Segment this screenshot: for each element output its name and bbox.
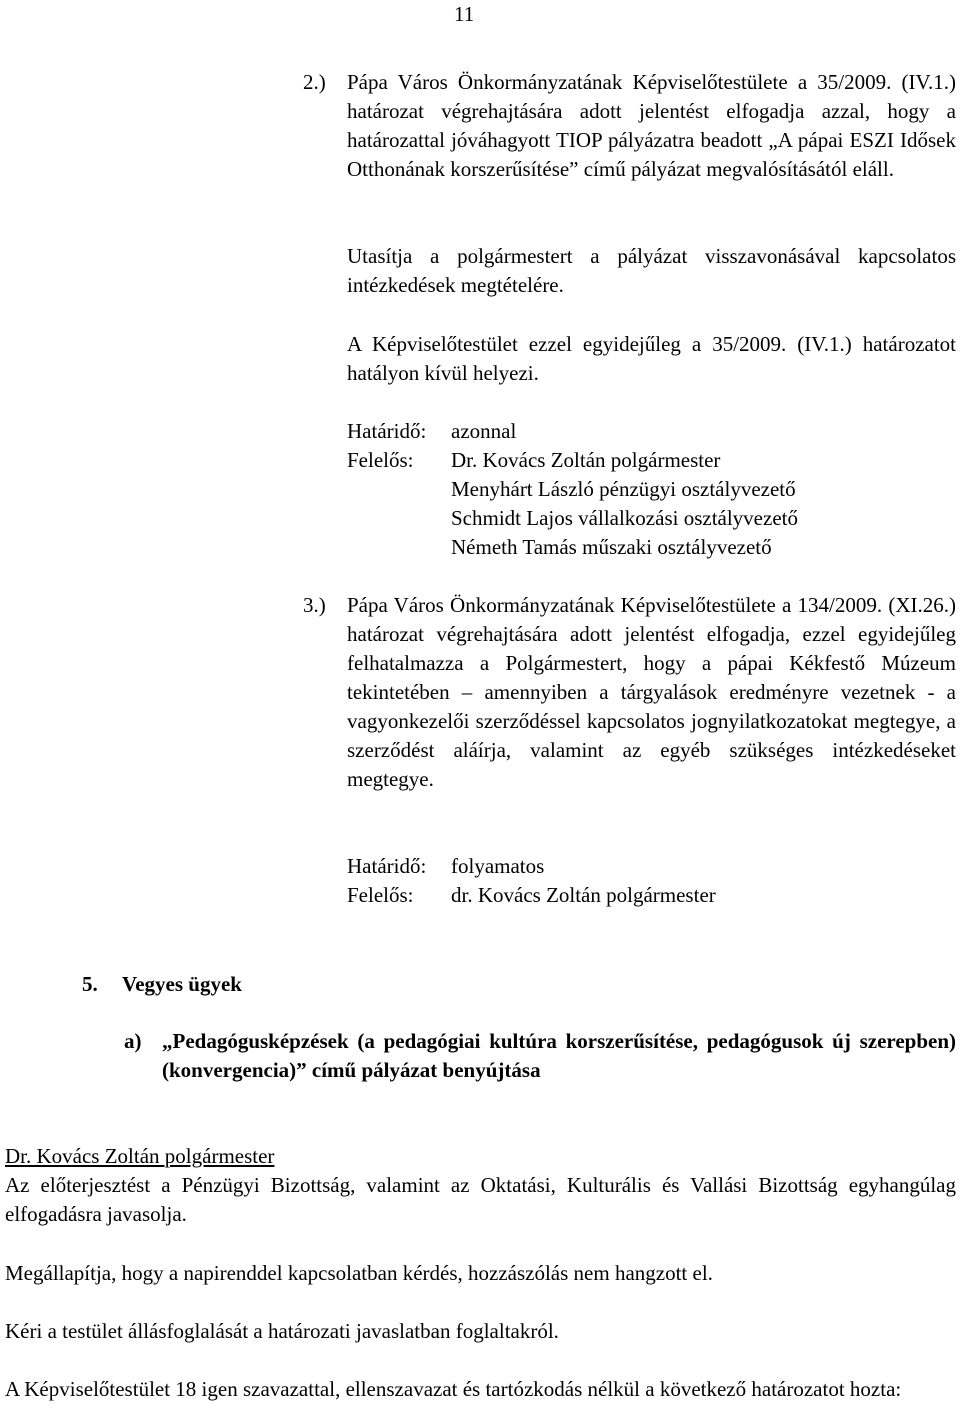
item-text: Pápa Város Önkormányzatának Képviselőtestülete a 35/2009. (IV.1.) határozat végrehajtására adott jelentést elfogadja azzal, hogy a határozattal jóváhagyott TIOP pályázatra beadott „A pápai ESZI Idősek Otthonának korszerűsítése” című pályázat megvalósításától eláll. — [347, 70, 956, 181]
deadline-label: Határidő: — [347, 854, 427, 878]
responsible-person: Németh Tamás műszaki osztályvezető — [451, 535, 772, 559]
responsible-person: Schmidt Lajos vállalkozási osztályvezető — [451, 506, 798, 530]
deadline-row — [347, 852, 956, 881]
item-text: Pápa Város Önkormányzatának Képviselőtestülete a 134/2009. (XI.26.) határozat végrehajtására adott jelentést elfogadja, ezzel egyidejűleg felhatalmazza a Polgármestert, hogy a pápai Kékfestő Múzeum tekintetében – amennyiben a tárgyalások eredményre vezetnek - a vagyonkezelői szerződéssel kapcsolatos jognyilatkozatokat megtegye, a szerződést aláírja, valamint az egyéb szükséges intézkedéseket megtegye. — [347, 593, 956, 791]
deadline-row — [347, 417, 956, 446]
deadline-responsible-block-2 — [347, 417, 956, 562]
agenda-title: „Pedagógusképzések (a pedagógiai kultúra korszerűsítése, pedagógusok új szerepben) (konvergencia)” című pályázat benyújtása — [162, 1029, 956, 1082]
paragraph: Megállapítja, hogy a napirenddel kapcsolatban kérdés, hozzászólás nem hangzott el. — [5, 1261, 713, 1285]
resolution-item-2 — [303, 68, 956, 184]
item-number: 2.) — [303, 70, 326, 94]
responsible-person: Menyhárt László pénzügyi osztályvezető — [451, 477, 796, 501]
responsible-label: Felelős: — [347, 448, 414, 472]
agenda-item-a — [124, 1027, 956, 1085]
deadline-responsible-block-3 — [347, 852, 956, 910]
deadline-label: Határidő: — [347, 419, 427, 443]
page-number: 11 — [454, 2, 475, 26]
speaker-name — [5, 1142, 956, 1171]
item-number: 3.) — [303, 593, 326, 617]
responsible-row — [347, 881, 956, 910]
speaker-link: Dr. Kovács Zoltán polgármester — [5, 1144, 275, 1168]
deadline-value: folyamatos — [451, 854, 545, 878]
revocation-paragraph: A Képviselőtestület ezzel egyidejűleg a 35/2009. (IV.1.) határozatot hatályon kívül helyezi. — [347, 332, 956, 385]
responsible-person: Dr. Kovács Zoltán polgármester — [451, 448, 721, 472]
paragraph: Kéri a testület állásfoglalását a határozati javaslatban foglaltakról. — [5, 1319, 559, 1343]
deadline-value: azonnal — [451, 419, 517, 443]
section-number: 5. — [82, 972, 98, 996]
paragraph: Az előterjesztést a Pénzügyi Bizottság, valamint az Oktatási, Kulturális és Vallási Bizottság egyhangúlag elfogadásra javasolja. — [5, 1173, 956, 1226]
responsible-row — [347, 446, 956, 475]
responsible-person: dr. Kovács Zoltán polgármester — [451, 883, 716, 907]
responsible-label: Felelős: — [347, 883, 414, 907]
section-title: Vegyes ügyek — [122, 972, 242, 996]
paragraph: A Képviselőtestület 18 igen szavazattal, ellenszavazat és tartózkodás nélkül a következő határozatot hozta: — [5, 1377, 902, 1401]
agenda-letter: a) — [124, 1029, 142, 1053]
resolution-item-3 — [303, 591, 956, 794]
section-heading — [82, 970, 242, 999]
instruction-paragraph: Utasítja a polgármestert a pályázat visszavonásával kapcsolatos intézkedések megtételére. — [347, 244, 956, 297]
